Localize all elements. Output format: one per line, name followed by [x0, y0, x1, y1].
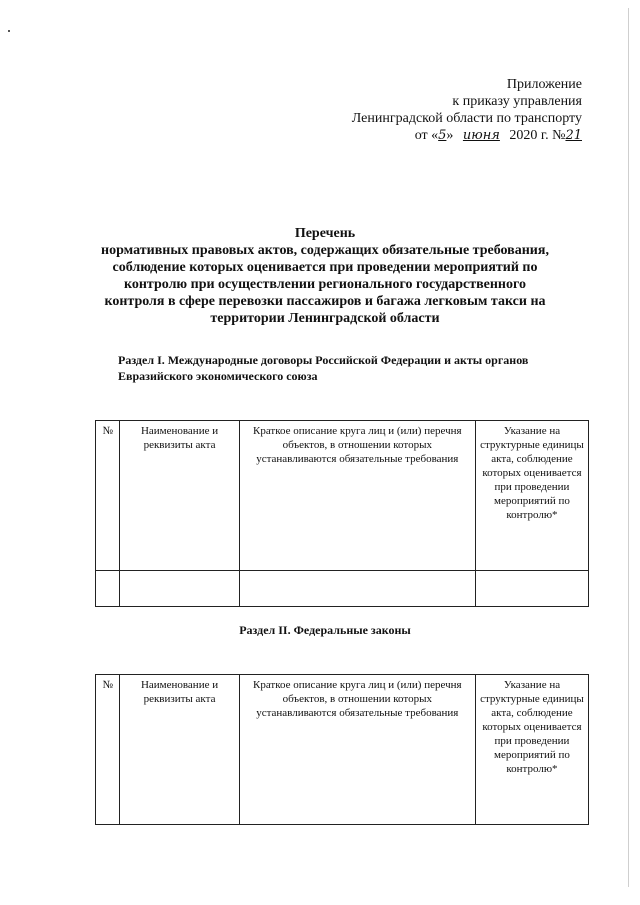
order-number-handwritten: 21 [565, 128, 582, 143]
title-line: нормативных правовых актов, содержащих обязательные требования, [101, 243, 549, 258]
section-2-table [95, 674, 589, 825]
appendix-line-1: Приложение [506, 77, 582, 92]
header-num: № [96, 675, 120, 825]
table-cell [475, 571, 588, 607]
table-header-row [96, 421, 589, 571]
header-structural-units: Указание на структурные единицы акта, соблюдение которых оценивается при проведении мероприятий по контролю* [475, 675, 588, 825]
table-header-row [96, 675, 589, 825]
section-1-table [95, 420, 589, 607]
header-description: Краткое описание круга лиц и (или) перечня объектов, в отношении которых устанавливаются обязательные требования [239, 421, 475, 571]
title-line: Перечень [294, 226, 356, 241]
header-act-name: Наименование и реквизиты акта [120, 675, 239, 825]
scan-speck [8, 30, 10, 32]
title-line: территории Ленинградской области [210, 311, 440, 326]
section-1-heading [118, 352, 548, 384]
title-line: соблюдение которых оценивается при проведении мероприятий по [112, 260, 538, 275]
table-cell [120, 571, 239, 607]
scan-edge-line [628, 8, 629, 887]
date-day-close: » [446, 128, 454, 143]
table-cell [96, 571, 120, 607]
table-cell [239, 571, 475, 607]
appendix-date-line [352, 127, 582, 144]
title-line: контролю при осуществлении регионального государственного [123, 277, 526, 292]
appendix-line-3: Ленинградской области по транспорту [351, 111, 582, 126]
appendix-line-2: к приказу управления [452, 94, 582, 109]
date-day-handwritten: 5 [438, 128, 447, 143]
table-row-empty [96, 571, 589, 607]
date-prefix: от « [414, 128, 439, 143]
header-description: Краткое описание круга лиц и (или) перечня объектов, в отношении которых устанавливаются обязательные требования [239, 675, 475, 825]
date-year-number-label: 2020 г. № [509, 128, 566, 143]
section-2-heading: Раздел II. Федеральные законы [239, 623, 411, 637]
date-month-handwritten: июня [462, 128, 500, 143]
header-num: № [96, 421, 120, 571]
title-line: контроля в сфере перевозки пассажиров и багажа легковым такси на [104, 294, 546, 309]
document-title [70, 225, 580, 327]
header-act-name: Наименование и реквизиты акта [120, 421, 239, 571]
section-1-heading-line-2: Евразийского экономического союза [118, 369, 318, 383]
appendix-header [352, 76, 582, 144]
header-structural-units: Указание на структурные единицы акта, соблюдение которых оценивается при проведении мероприятий по контролю* [475, 421, 588, 571]
section-1-heading-line-1: Раздел I. Международные договоры Российской Федерации и акты органов [118, 353, 529, 367]
